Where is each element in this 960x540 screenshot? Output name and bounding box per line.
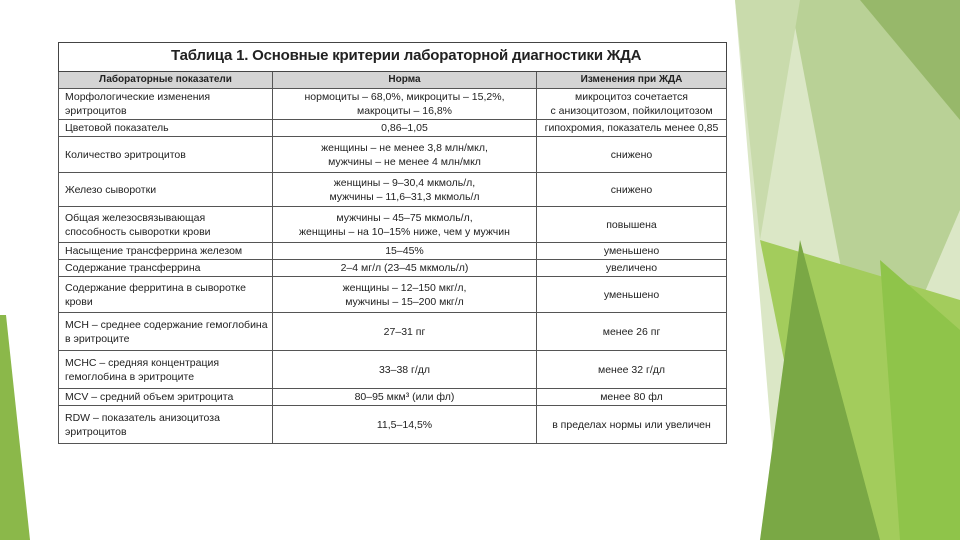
change-cell-line: снижено (610, 148, 653, 161)
table-row (59, 389, 727, 406)
indicator-cell (59, 89, 273, 120)
norm-cell (273, 207, 537, 243)
norm-cell-line: 33–38 г/дл (378, 363, 431, 376)
norm-cell-line: 0,86–1,05 (381, 122, 428, 134)
indicator-cell (59, 260, 273, 277)
norm-cell (273, 406, 537, 444)
norm-cell-line: мужчины – 15–200 мкг/л (345, 295, 464, 308)
norm-cell-line: женщины – на 10–15% ниже, чем у мужчин (299, 225, 510, 238)
norm-cell (273, 313, 537, 351)
indicator-cell (59, 406, 273, 444)
norm-cell-line: женщины – 12–150 мкг/л, (342, 281, 467, 294)
norm-cell (273, 277, 537, 313)
norm-cell (273, 120, 537, 137)
table-row (59, 243, 727, 260)
change-cell (537, 406, 727, 444)
indicator-cell-line: Морфологические изменения (65, 91, 211, 103)
norm-cell (273, 243, 537, 260)
indicator-cell (59, 277, 273, 313)
change-cell-line: менее 80 фл (600, 391, 663, 403)
indicator-cell (59, 137, 273, 173)
change-cell-line: уменьшено (603, 245, 660, 257)
indicator-cell (59, 243, 273, 260)
change-cell-line: уменьшено (603, 288, 660, 301)
norm-cell-line: женщины – 9–30,4 мкмоль/л, (333, 176, 476, 189)
change-cell (537, 243, 727, 260)
indicator-cell-line: Насыщение трансферрина железом (65, 245, 243, 257)
indicator-cell-line: Содержание ферритина в сыворотке (65, 281, 246, 294)
norm-cell-line: 15–45% (385, 245, 424, 257)
norm-cell-line: нормоциты – 68,0%, микроциты – 15,2%, (304, 91, 505, 103)
indicator-cell (59, 173, 273, 207)
norm-cell-line: макроциты – 16,8% (356, 105, 452, 117)
change-cell (537, 120, 727, 137)
lab-criteria-table (58, 42, 727, 444)
indicator-cell-line: МСН – среднее содержание гемоглобина (65, 318, 268, 331)
indicator-cell-line: МСНС – средняя концентрация (65, 356, 220, 369)
change-cell-line: менее 26 пг (602, 325, 661, 338)
indicator-cell-line: Железо сыворотки (65, 183, 157, 196)
change-cell (537, 277, 727, 313)
table-row (59, 260, 727, 277)
indicator-cell (59, 351, 273, 389)
table-row (59, 351, 727, 389)
change-cell-line: повышена (606, 218, 657, 231)
change-cell-line: с анизоцитозом, пойкилоцитозом (550, 105, 713, 117)
indicator-cell (59, 120, 273, 137)
change-cell (537, 313, 727, 351)
norm-cell-line: мужчины – не менее 4 млн/мкл (328, 155, 481, 168)
table-row (59, 207, 727, 243)
table-row (59, 89, 727, 120)
norm-cell-line: 80–95 мкм³ (или фл) (354, 391, 455, 403)
change-cell-line: увеличено (605, 262, 658, 274)
norm-cell (273, 89, 537, 120)
indicator-cell (59, 207, 273, 243)
norm-cell-line: женщины – не менее 3,8 млн/мкл, (321, 141, 488, 154)
table-row (59, 173, 727, 207)
table-row (59, 120, 727, 137)
norm-cell-line: 11,5–14,5% (376, 418, 433, 431)
header-change: Изменения при ЖДА (537, 72, 727, 89)
indicator-cell-line: гемоглобина в эритроците (65, 370, 195, 383)
indicator-cell-line: Содержание трансферрина (65, 262, 201, 274)
indicator-cell-line: Общая железосвязывающая (65, 211, 206, 224)
table-row (59, 137, 727, 173)
indicator-cell (59, 313, 273, 351)
indicator-cell (59, 389, 273, 406)
change-cell (537, 389, 727, 406)
table-row (59, 406, 727, 444)
table-header-row (59, 72, 727, 89)
norm-cell-line: мужчины – 45–75 мкмоль/л, (336, 211, 473, 224)
norm-cell-line: мужчины – 11,6–31,3 мкмоль/л (329, 190, 480, 203)
table-row (59, 313, 727, 351)
change-cell (537, 137, 727, 173)
change-cell-line: гипохромия, показатель менее 0,85 (544, 122, 719, 134)
indicator-cell-line: эритроцитов (65, 425, 127, 438)
norm-cell-line: 27–31 пг (383, 325, 426, 338)
table-body (59, 89, 727, 444)
norm-cell (273, 351, 537, 389)
indicator-cell-line: эритроцитов (65, 105, 127, 117)
norm-cell (273, 173, 537, 207)
norm-cell-line: 2–4 мг/л (23–45 мкмоль/л) (340, 262, 469, 274)
change-cell-line: в пределах нормы или увеличен (552, 418, 711, 431)
indicator-cell-line: MCV – средний объем эритроцита (65, 391, 234, 403)
header-indicator: Лабораторные показатели (59, 72, 273, 89)
indicator-cell-line: RDW – показатель анизоцитоза (65, 411, 220, 424)
left-green-sliver (0, 315, 30, 540)
change-cell (537, 89, 727, 120)
norm-cell (273, 260, 537, 277)
change-cell (537, 351, 727, 389)
norm-cell (273, 389, 537, 406)
norm-cell (273, 137, 537, 173)
lab-criteria-table-container (58, 42, 726, 444)
change-cell-line: менее 32 г/дл (597, 363, 666, 376)
header-norm: Норма (273, 72, 537, 89)
table-title: Таблица 1. Основные критерии лабораторной диагностики ЖДА (59, 43, 727, 72)
table-row (59, 277, 727, 313)
indicator-cell-line: в эритроците (65, 332, 130, 345)
change-cell-line: снижено (610, 183, 653, 196)
change-cell (537, 173, 727, 207)
indicator-cell-line: Количество эритроцитов (65, 148, 186, 161)
change-cell-line: микроцитоз сочетается (575, 91, 688, 103)
indicator-cell-line: крови (65, 295, 93, 308)
change-cell (537, 207, 727, 243)
change-cell (537, 260, 727, 277)
indicator-cell-line: Цветовой показатель (65, 122, 169, 134)
indicator-cell-line: способность сыворотки крови (65, 225, 211, 238)
